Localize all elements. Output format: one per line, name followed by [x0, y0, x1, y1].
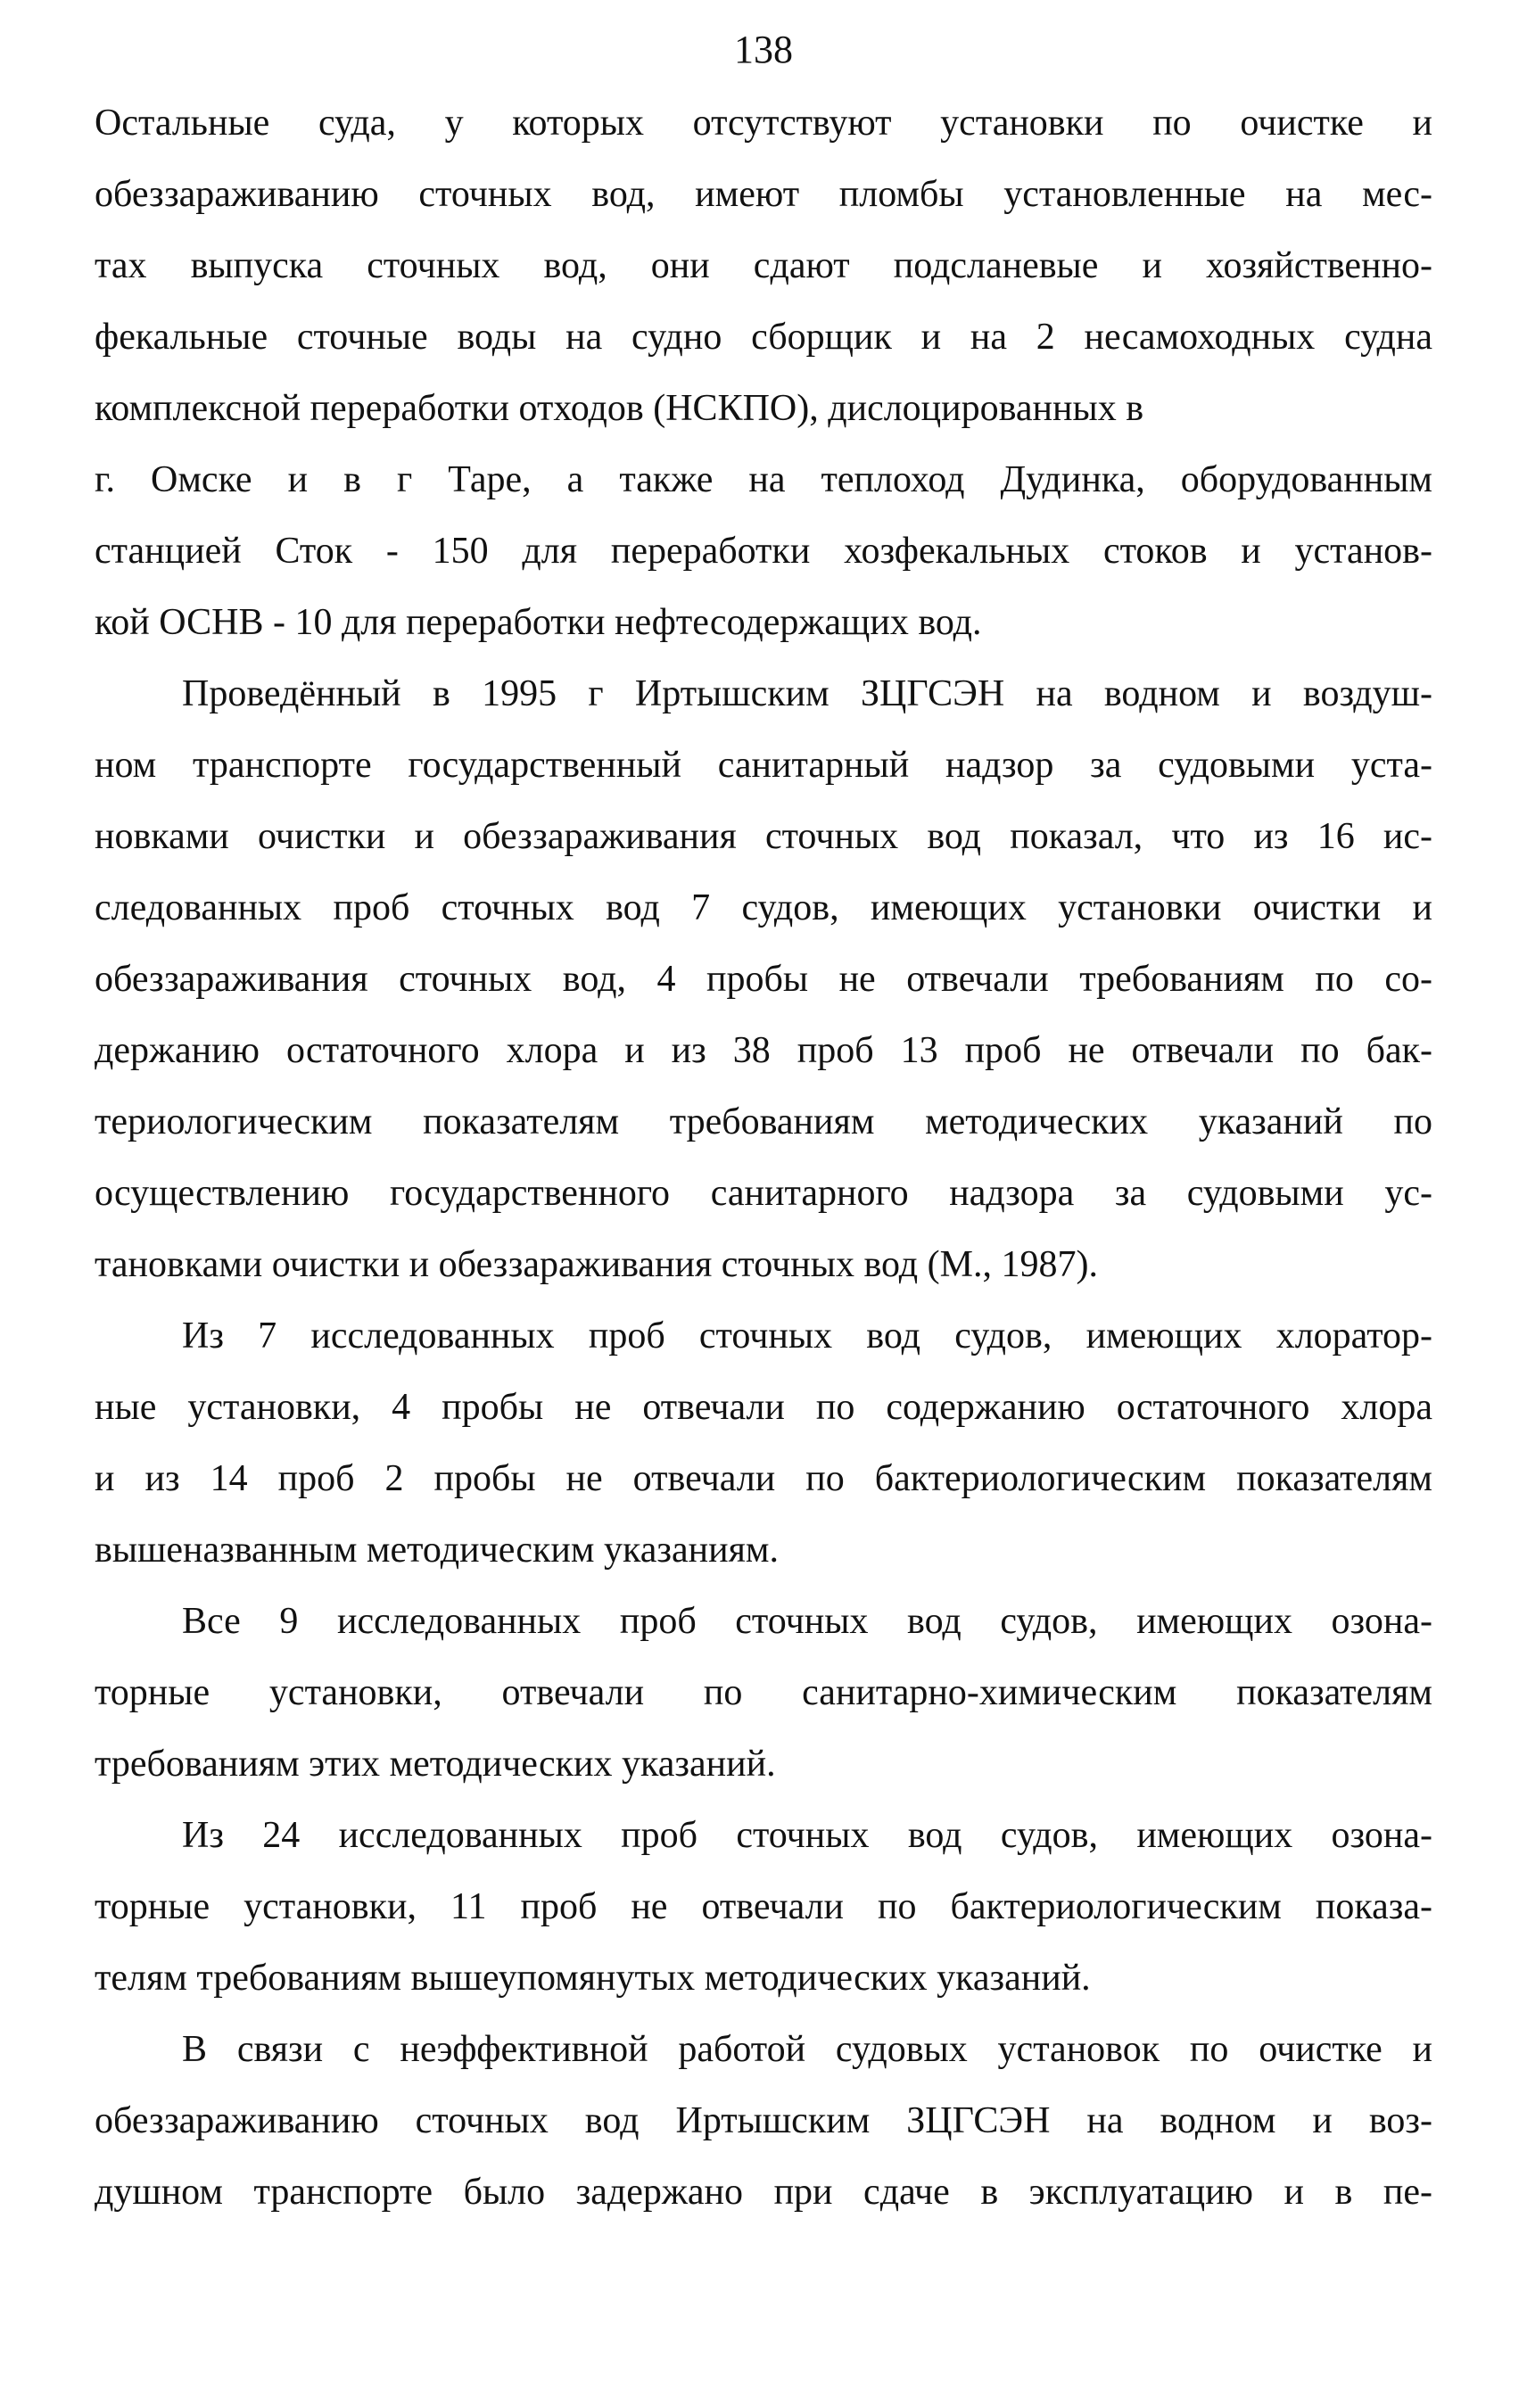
text-line: и из 14 проб 2 пробы не отвечали по бактериологическим показателям: [95, 1458, 1432, 1499]
page-number: 138: [734, 28, 793, 71]
text-line: вышеназванным методическим указаниям.: [95, 1530, 779, 1571]
text-line: ном транспорте государственный санитарный надзор за судовыми уста-: [95, 745, 1432, 786]
text-line: г. Омске и в г Таре, а также на теплоход Дудинка, оборудованным: [95, 459, 1432, 500]
text-line: требованиям этих методических указаний.: [95, 1744, 776, 1785]
text-line: торные установки, 11 проб не отвечали по бактериологическим показа-: [95, 1886, 1432, 1927]
text-line: Все 9 исследованных проб сточных вод судов, имеющих озона-: [182, 1601, 1432, 1642]
text-line: следованных проб сточных вод 7 судов, имеющих установки очистки и: [95, 887, 1432, 928]
text-line: Проведённый в 1995 г Иртышским ЗЦГСЭН на водном и воздуш-: [182, 673, 1432, 714]
text-line: фекальные сточные воды на судно сборщик и на 2 несамоходных судна: [95, 317, 1432, 358]
text-line: ные установки, 4 пробы не отвечали по содержанию остаточного хлора: [95, 1387, 1432, 1428]
text-line: кой ОСНВ - 10 для переработки нефтесодержащих вод.: [95, 602, 982, 643]
text-line: териологическим показателям требованиям методических указаний по: [95, 1101, 1432, 1142]
text-line: обеззараживанию сточных вод Иртышским ЗЦГСЭН на водном и воз-: [95, 2100, 1432, 2141]
text-line: держанию остаточного хлора и из 38 проб 13 проб не отвечали по бак-: [95, 1030, 1432, 1071]
text-line: Остальные суда, у которых отсутствуют установки по очистке и: [95, 103, 1432, 144]
text-line: обеззараживания сточных вод, 4 пробы не отвечали требованиям по со-: [95, 959, 1432, 1000]
text-line: Из 7 исследованных проб сточных вод судов, имеющих хлоратор-: [182, 1315, 1432, 1357]
body-text: [95, 87, 1432, 2228]
text-line: торные установки, отвечали по санитарно-химическим показателям: [95, 1672, 1432, 1713]
text-line: комплексной переработки отходов (НСКПО), дислоцированных в: [95, 388, 1144, 429]
text-line: станцией Сток - 150 для переработки хозфекальных стоков и установ-: [95, 531, 1432, 572]
text-line: тах выпуска сточных вод, они сдают подсланевые и хозяйственно-: [95, 245, 1432, 286]
text-line: тановками очистки и обеззараживания сточных вод (М., 1987).: [95, 1244, 1098, 1285]
text-line: новками очистки и обеззараживания сточных вод показал, что из 16 ис-: [95, 816, 1432, 857]
text-line: телям требованиям вышеупомянутых методических указаний.: [95, 1958, 1091, 1999]
text-line: душном транспорте было задержано при сдаче в эксплуатацию и в пе-: [95, 2172, 1432, 2213]
text-line: Из 24 исследованных проб сточных вод судов, имеющих озона-: [182, 1815, 1432, 1856]
text-line: обеззараживанию сточных вод, имеют пломбы установленные на мес-: [95, 174, 1432, 215]
text-line: осуществлению государственного санитарного надзора за судовыми ус-: [95, 1173, 1432, 1214]
text-line: В связи с неэффективной работой судовых установок по очистке и: [182, 2029, 1432, 2070]
